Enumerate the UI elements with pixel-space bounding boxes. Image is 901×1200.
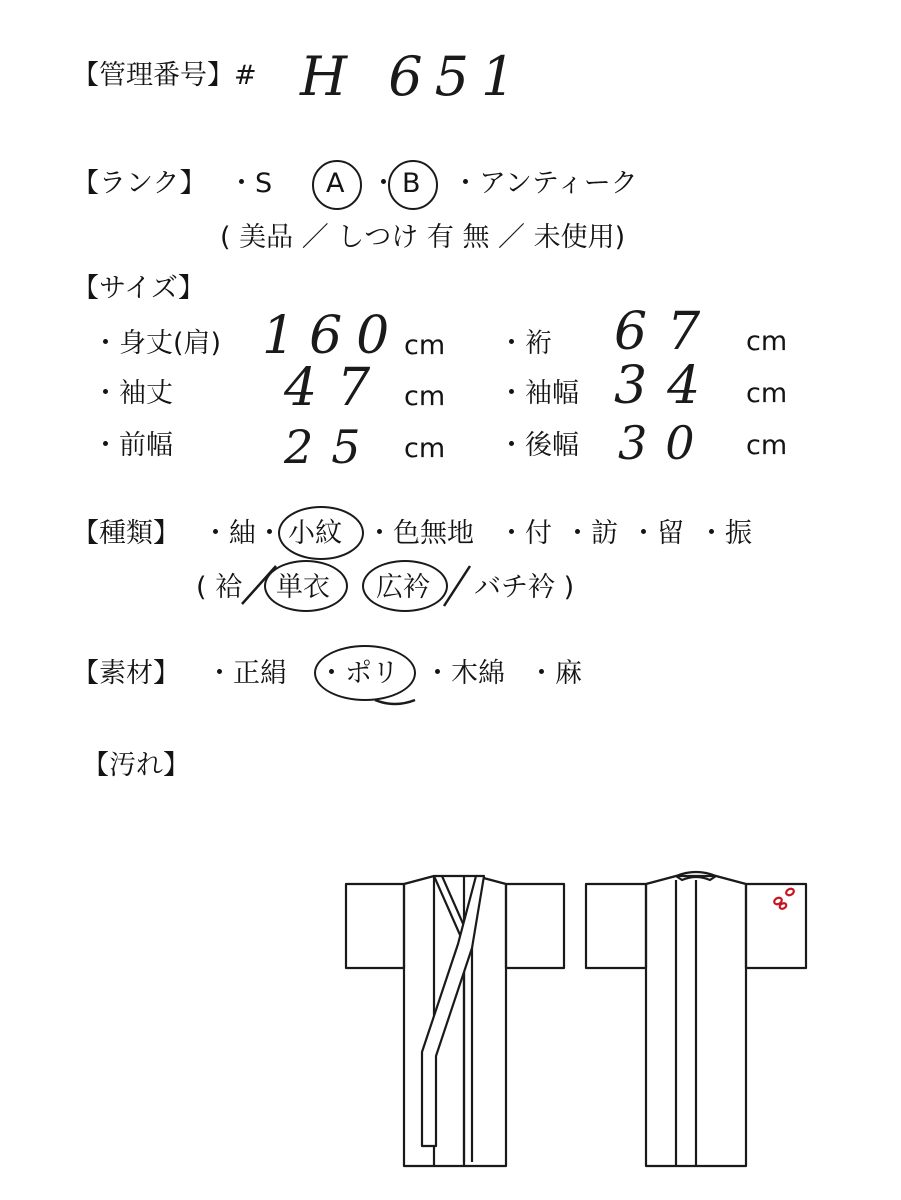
- front-left-sleeve: [346, 884, 404, 968]
- size-row3-right-value: 30: [618, 416, 713, 470]
- size-row3-right-label: ・後幅: [498, 430, 579, 461]
- type-tome: ・留: [630, 518, 684, 549]
- type-tsumugi: ・紬: [202, 518, 256, 549]
- stain-label: 【汚れ】: [82, 750, 190, 781]
- rank-s: ・S: [228, 168, 273, 199]
- type-label: 【種類】: [72, 518, 180, 549]
- rank-a: A: [326, 168, 345, 199]
- size-row1-left-unit: cm: [404, 330, 446, 361]
- stain-marks: [773, 887, 795, 910]
- type-dot: ・: [256, 518, 283, 549]
- size-row2-left-label: ・袖丈: [92, 378, 173, 409]
- size-label: 【サイズ】: [72, 273, 205, 304]
- size-row1-right-unit: cm: [746, 326, 788, 357]
- size-row1-left-label: ・身丈(肩): [92, 328, 222, 359]
- size-row3-left-unit: cm: [404, 433, 446, 464]
- rank-dot: ・: [370, 168, 397, 199]
- material-momen: ・木綿: [424, 658, 505, 689]
- kimono-back-diagram: [580, 866, 810, 1176]
- type-tsuke: ・付: [498, 518, 552, 549]
- rank-antique: ・アンティーク: [452, 168, 638, 199]
- size-row2-right-unit: cm: [746, 378, 788, 409]
- material-shoken: ・正絹: [206, 658, 287, 689]
- front-body: [404, 876, 506, 1166]
- type-sub-awase: ( 袷: [196, 572, 243, 603]
- front-right-sleeve: [506, 884, 564, 968]
- type-hiroeri: 広衿: [376, 572, 430, 603]
- type-iromuji: ・色無地: [366, 518, 474, 549]
- management-label: 【管理番号】#: [72, 60, 257, 91]
- size-row3-right-unit: cm: [746, 430, 788, 461]
- back-right-sleeve: [746, 884, 806, 968]
- size-row2-right-value: 34: [614, 356, 721, 416]
- material-asa: ・麻: [528, 658, 582, 689]
- type-houmon: ・訪: [564, 518, 618, 549]
- type-furi: ・振: [698, 518, 752, 549]
- size-row2-left-value: 47: [284, 358, 391, 418]
- size-row3-left-label: ・前幅: [92, 430, 173, 461]
- rank-label: 【ランク】: [72, 168, 207, 199]
- back-left-sleeve: [586, 884, 646, 968]
- type-bachieri: バチ衿 ): [474, 572, 575, 603]
- rank-sub: ( 美品 ／ しつけ 有 無 ／ 未使用): [220, 222, 626, 253]
- size-row1-left-value: 160: [262, 306, 404, 366]
- type-komon: 小紋: [288, 518, 342, 549]
- size-row3-left-value: 25: [284, 420, 379, 474]
- kimono-front-diagram: [340, 866, 570, 1176]
- material-label: 【素材】: [72, 658, 180, 689]
- size-row2-left-unit: cm: [404, 381, 446, 412]
- material-poly: ・ポリ: [318, 658, 399, 689]
- size-row1-right-value: 67: [614, 302, 721, 362]
- rank-b: B: [402, 168, 421, 199]
- size-row1-right-label: ・裄: [498, 328, 552, 359]
- type-hitoe: 単衣: [276, 572, 330, 603]
- management-value: H 651: [300, 45, 528, 108]
- size-row2-right-label: ・袖幅: [498, 378, 579, 409]
